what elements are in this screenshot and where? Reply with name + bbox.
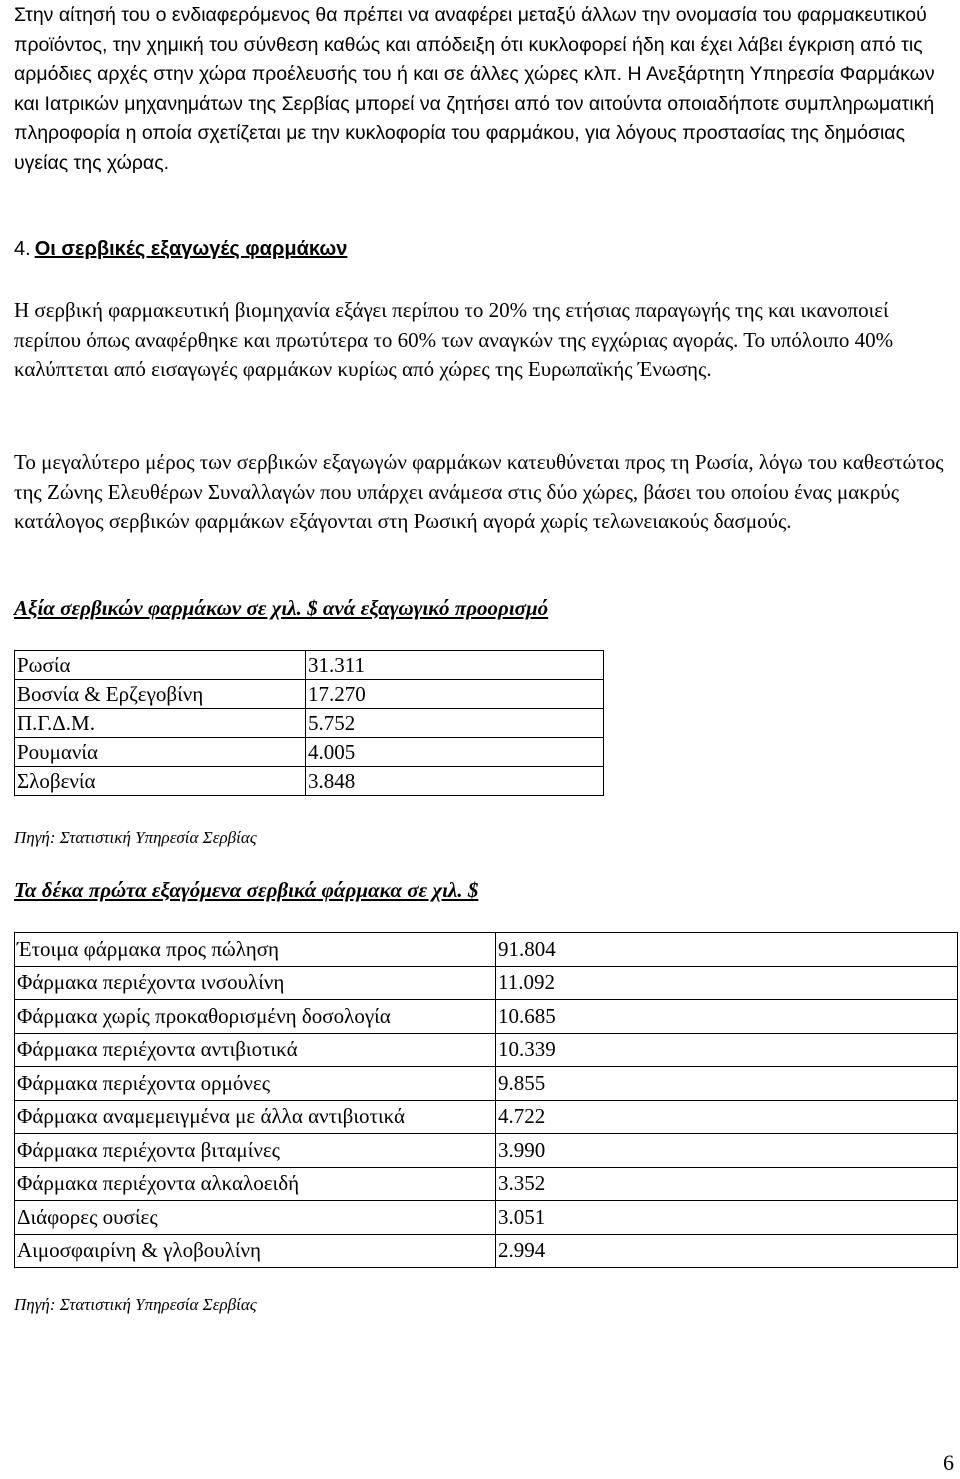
product-cell: Διάφορες ουσίες bbox=[15, 1201, 496, 1235]
table-top10-caption: Τα δέκα πρώτα εξαγόμενα σερβικά φάρμακα σε χιλ. $ bbox=[14, 878, 479, 902]
table-row bbox=[15, 1234, 958, 1268]
table-row bbox=[15, 1033, 958, 1067]
paragraph-industry: Η σερβική φαρμακευτική βιομηχανία εξάγει περίπου το 20% της ετήσιας παραγωγής της και ικανοποιεί περίπου όπως αναφέρθηκε και πρωτύτερα το 60% των αναγκών της εγχώριας αγοράς. Το υπόλοιπο 40% καλύπτεται από εισαγωγές φαρμάκων κυρίως από χώρες της Ευρωπαϊκής Ένωσης. bbox=[14, 298, 894, 381]
table-destinations-caption: Αξία σερβικών φαρμάκων σε χιλ. $ ανά εξαγωγικό προορισμό bbox=[14, 596, 549, 620]
value-cell: 3.848 bbox=[306, 767, 604, 796]
product-cell: Φάρμακα περιέχοντα αντιβιοτικά bbox=[15, 1033, 496, 1067]
table-row bbox=[15, 680, 604, 709]
table-row bbox=[15, 1201, 958, 1235]
country-cell: Ρωσία bbox=[15, 651, 306, 680]
product-cell: Φάρμακα περιέχοντα ορμόνες bbox=[15, 1067, 496, 1101]
value-cell: 11.092 bbox=[496, 966, 958, 1000]
value-cell: 2.994 bbox=[496, 1234, 958, 1268]
product-cell: Αιμοσφαιρίνη & γλοβουλίνη bbox=[15, 1234, 496, 1268]
table-row bbox=[15, 709, 604, 738]
section-heading bbox=[14, 238, 347, 261]
country-cell: Π.Γ.Δ.Μ. bbox=[15, 709, 306, 738]
product-cell: Φάρμακα περιέχοντα ινσουλίνη bbox=[15, 966, 496, 1000]
value-cell: 3.051 bbox=[496, 1201, 958, 1235]
paragraph-russia: Το μεγαλύτερο μέρος των σερβικών εξαγωγών φαρμάκων κατευθύνεται προς τη Ρωσία, λόγω του καθεστώτος της Ζώνης Ελευθέρων Συναλλαγών που υπάρχει ανάμεσα στις δύο χώρες, βάσει του οποίου ένας μακρύς κατάλογος σερβικών φαρμάκων εξάγονται στη Ρωσική αγορά χωρίς τελωνειακούς δασμούς. bbox=[14, 450, 944, 533]
table-destinations bbox=[14, 650, 604, 796]
value-cell: 9.855 bbox=[496, 1067, 958, 1101]
product-cell: Έτοιμα φάρμακα προς πώληση bbox=[15, 933, 496, 967]
table-top10 bbox=[14, 932, 958, 1268]
product-cell: Φάρμακα περιέχοντα βιταμίνες bbox=[15, 1134, 496, 1168]
value-cell: 10.339 bbox=[496, 1033, 958, 1067]
country-cell: Ρουμανία bbox=[15, 738, 306, 767]
table-destinations-source: Πηγή: Στατιστική Υπηρεσία Σερβίας bbox=[14, 828, 257, 847]
value-cell: 17.270 bbox=[306, 680, 604, 709]
table-row bbox=[15, 738, 604, 767]
table-row bbox=[15, 1134, 958, 1168]
value-cell: 4.722 bbox=[496, 1100, 958, 1134]
table-row bbox=[15, 767, 604, 796]
table-row bbox=[15, 651, 604, 680]
section-number: 4. bbox=[14, 238, 31, 260]
value-cell: 10.685 bbox=[496, 1000, 958, 1034]
country-cell: Βοσνία & Ερζεγοβίνη bbox=[15, 680, 306, 709]
value-cell: 3.990 bbox=[496, 1134, 958, 1168]
value-cell: 31.311 bbox=[306, 651, 604, 680]
table-row bbox=[15, 1067, 958, 1101]
value-cell: 3.352 bbox=[496, 1167, 958, 1201]
value-cell: 91.804 bbox=[496, 933, 958, 967]
value-cell: 5.752 bbox=[306, 709, 604, 738]
page-number: 6 bbox=[943, 1450, 954, 1475]
table-top10-source: Πηγή: Στατιστική Υπηρεσία Σερβίας bbox=[14, 1295, 257, 1314]
product-cell: Φάρμακα αναμεμειγμένα με άλλα αντιβιοτικά bbox=[15, 1100, 496, 1134]
table-row bbox=[15, 933, 958, 967]
intro-paragraph: Στην αίτησή του ο ενδιαφερόμενος θα πρέπει να αναφέρει μεταξύ άλλων την ονομασία του φαρμακευτικού προϊόντος, την χημική του σύνθεση καθώς και απόδειξη ότι κυκλοφορεί ήδη και έχει λάβει έγκριση από τις αρμόδιες αρχές στην χώρα προέλευσής του ή και σε άλλες χώρες κλπ. Η Ανεξάρτητη Υπηρεσία Φαρμάκων και Ιατρικών μηχανημάτων της Σερβίας μπορεί να ζητήσει από τον αιτούντα οποιαδήποτε συμπληρωματική πληροφορία η οποία σχετίζεται με την κυκλοφορία του φαρμάκου, για λόγους προστασίας της δημόσιας υγείας της χώρας. bbox=[14, 4, 935, 174]
table-row bbox=[15, 1100, 958, 1134]
table-row bbox=[15, 1000, 958, 1034]
table-row bbox=[15, 1167, 958, 1201]
value-cell: 4.005 bbox=[306, 738, 604, 767]
country-cell: Σλοβενία bbox=[15, 767, 306, 796]
section-title: Οι σερβικές εξαγωγές φαρμάκων bbox=[34, 238, 348, 260]
table-row bbox=[15, 966, 958, 1000]
product-cell: Φάρμακα χωρίς προκαθορισμένη δοσολογία bbox=[15, 1000, 496, 1034]
product-cell: Φάρμακα περιέχοντα αλκαλοειδή bbox=[15, 1167, 496, 1201]
